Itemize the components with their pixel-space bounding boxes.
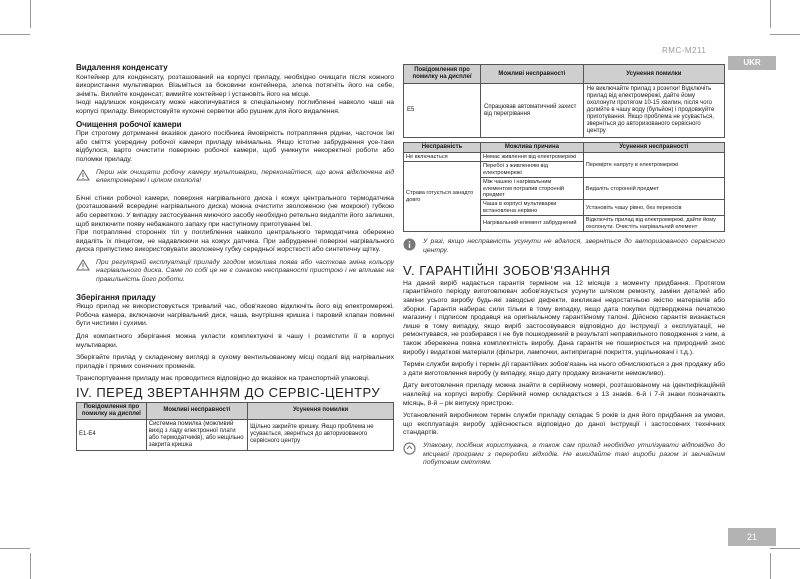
table-header: Повідомлення про помилку на дисплеї: [77, 402, 147, 419]
crop-mark: [770, 553, 771, 579]
chamber-title: Очищення робочої камери: [76, 119, 182, 129]
info-text: У разі, якщо несправність усунути не вдалося, зверніться до авторизованого сервісного центру.: [423, 238, 725, 254]
crop-mark: [30, 0, 31, 28]
warranty-text: Термін служби виробу і термін дії гарантійних зобов'язань на нього обчислюються з дня продажу або з дати виготовлення виробу (у випадку, якщо дату продажу визначити неможливо).: [403, 361, 725, 377]
heater-text: При потраплянні сторонніх тіл у поглиблення навколо центрального термодатчика обережно видаліть їх пінцетом, не надавлюючи на кожух датчика. При забрудненні поверхні нагрівального диска припустимо використовувати зволожену губку середньої жорсткості або синтетичну щітку.: [76, 229, 394, 254]
crop-mark: [0, 34, 30, 35]
table-cell: Нагрівальний елемент забруднений: [481, 216, 584, 232]
table-cell: E5: [404, 84, 481, 138]
table-header: Можливі несправності: [146, 402, 247, 419]
model-header: RMC-M211: [662, 46, 707, 55]
table-header: Усунення несправності: [583, 143, 724, 153]
table-header: Можлива причина: [481, 143, 584, 153]
warning-icon: [76, 169, 90, 190]
crop-mark: [770, 548, 800, 549]
crop-mark: [770, 34, 800, 35]
table-header: Повідомлення про помилку на дисплеї: [404, 65, 481, 84]
table-cell: Спрацював автоматичний захист від перегрівання: [481, 84, 584, 138]
section-title: V. ГАРАНТІЙНІ ЗОБОВ'ЯЗАННЯ: [403, 263, 611, 279]
table-header: Усунення помилки: [583, 65, 724, 84]
error-table: [76, 402, 394, 451]
storage-text: Якщо прилад не використовується тривалий час, обов'язково відключіть його від електромережі. Робоча камера, включаючи нагрівальний диск, чаша, внутрішня кришка і паровий клапан повинні бути чистими і сухими.: [76, 303, 394, 328]
page-number: 21: [728, 528, 776, 546]
table-header: Можливі несправності: [481, 65, 584, 84]
table-cell: Щільно закрийте кришку. Якщо проблема не усувається, зверніться до авторизованого сервісного центру: [248, 419, 394, 450]
crop-mark: [770, 0, 771, 28]
table-row: [77, 419, 394, 450]
table-row: [404, 153, 725, 162]
recycle-text: Упаковку, посібник користувача, а також сам прилад необхідно утилізувати відповідно до місцевої програми з переробки відходів. Не викидайте такі вироби разом зі звичайним побутовим сміттям.: [423, 441, 725, 467]
table-cell: Видаліть сторонній предмет: [583, 178, 724, 200]
table-header: Несправність: [404, 143, 481, 153]
table-cell: Установіть чашу рівно, без перекосів: [583, 200, 724, 216]
table-header: Усунення помилки: [248, 402, 394, 419]
warning-icon: [76, 259, 90, 289]
warning-text: При регулярній експлуатації приладу згодом можлива поява або часткова зміна кольору нагрівального диска. Саме по собі це не є ознакою несправності пристрою і не впливає на правильність його роботи.: [96, 258, 394, 284]
warranty-text: Установлений виробником термін служби приладу складає 5 років із дня його придбання за умови, що експлуатація виробу здійснюється відповідно до даної інструкції і застосовних технічних стандартів.: [403, 412, 725, 437]
right-column: [403, 64, 725, 477]
error-table: [403, 64, 725, 138]
table-cell: Системна помилка (можливий вихід з ладу електронної плати або термодатчиків), або нещільно закрита кришка: [146, 419, 247, 450]
storage-text: Зберігайте прилад у складеному вигляді в сухому вентильованому місці подалі від нагрівальних приладів і прямих сонячних променів.: [76, 354, 394, 370]
recycle-note: [403, 442, 725, 472]
warranty-text: На даний виріб надається гарантія терміном на 12 місяців з моменту придбання. Протягом гарантійного періоду виготовлювач зобов'язується усунути шляхом ремонту, заміни деталей або заміни усього виробу будь-які заводські дефекти, викликані недостатньою якістю матеріалів або зборки. Гарантія набирає сили тільки в тому випадку, якщо дата покупки підтверджена печаткою магазину і підписом продавця на оригінальному гарантійному талоні. Дійсною гарантія визнається лише в тому випадку, якщо виріб застосовувався відповідно до інструкції з експлуатації, не ремонтувався, не розбирався і не був пошкоджений в результаті неправильного поводження з ним, а також збережена повна комплектність виробу. Дана гарантія не поширюється на природний знос виробу і видаткові матеріали (фільтри, лампочки, антипригарні покриття, ущільнювачі і т.д.).: [403, 279, 725, 356]
table-cell: Між чашею і нагрівальним елементом потрапив сторонній предмет: [481, 178, 584, 200]
info-note: [403, 238, 725, 259]
table-cell: Відключіть прилад від електромережі, дайте йому охолонути. Очистіть нагрівальний елемент: [583, 216, 724, 232]
left-column: [76, 64, 394, 451]
crop-mark: [0, 548, 30, 549]
warning-text: Перш ніж очищати робочу камеру мультиварки, переконайтеся, що вона відключена від електромережі і цілком охолола!: [96, 168, 394, 185]
storage-title: Зберігання приладу: [76, 292, 156, 302]
table-row: [404, 84, 725, 138]
recycle-icon: [403, 442, 417, 472]
table-cell: Немає живлення від електромережі: [481, 153, 584, 162]
heater-text: Бічні стінки робочої камери, поверхня нагрівального диска і кожух центрального термодатчика (розташований всередині нагрівального диска) можна очистити зволоженою (не мокрою!) губкою або серветкою. У випадку застосування миючого засобу необхідно ретельно видаліти його залишки, щоб виключити появу небажаного запаху при наступному приготуванні їжі.: [76, 194, 394, 228]
warning-note: [76, 259, 394, 289]
condensate-text: Іноді надлишок конденсату може накопичуватися в спеціальному поглибленні навколо чаші на корпусі приладу. Використовуйте кухонні серветки або рушник для його видалення.: [76, 99, 394, 115]
table-cell: Не включається: [404, 153, 481, 162]
chamber-text: При строгому дотриманні вказівок даного посібника ймовірність потрапляння рідини, часточок їжі або сміття усередину робочої камери приладу мінімальна. Якщо істотне забруднення усе-таки відбулося, варто очистити поверхню робочої камери, щоб уникнути некоректної роботи або поломки приладу.: [76, 130, 394, 163]
table-cell: Не виключайте прилад з розетки! Відключіть прилад від електромережі, дайте йому охолонути протягом 10-15 хвилин, після чого долийте в чашу воду (бульйон) і продовжуйте приготування. Якщо проблема не усувається, зверніться до авторизованого сервісного центру: [583, 84, 724, 138]
table-cell: Страва готується занадто довго: [404, 162, 481, 232]
table-cell: Перевірте напругу в електромережі: [583, 153, 724, 178]
transport-text: Транспортування приладу має проводитися відповідно до вказівок на транспортній упаковці.: [76, 375, 370, 383]
condensate-text: Контейнер для конденсату, розташований на корпусі приладу, необхідно очищати після кожного використання мультиварки. Візьміться за боковини контейнера, злегка потягніть його на себе, зніміть. Вилийте конденсат; вимийте контейнер і установіть його на місце.: [76, 73, 394, 98]
table-cell: E1-E4: [77, 419, 147, 450]
info-icon: [403, 238, 417, 259]
condensate-title: Видалення конденсату: [76, 63, 168, 72]
section-title: IV. ПЕРЕД ЗВЕРТАННЯМ ДО СЕРВІС-ЦЕНТРУ: [76, 385, 381, 400]
language-tab: UKR: [728, 56, 776, 70]
troubleshooting-table: [403, 142, 725, 232]
crop-mark: [30, 553, 31, 579]
table-cell: Перебої з живленням від електромережі: [481, 162, 584, 178]
table-cell: Чаша в корпусі мультиварки встановлена нерівно: [481, 200, 584, 216]
storage-text: Для компактного зберігання можна укласти комплектуючі в чашу і розмістити її в корпусі мультиварки.: [76, 333, 394, 349]
warning-note: [76, 169, 394, 190]
warranty-text: Дату виготовлення приладу можна знайти в серійному номері, розташованому на ідентифікаційній наклейці на корпусі виробу. Серійний номер складається з 13 знаків. 6-й і 7-й знаки позначають місяць, 8-й – рік випуску пристрою.: [403, 382, 725, 407]
